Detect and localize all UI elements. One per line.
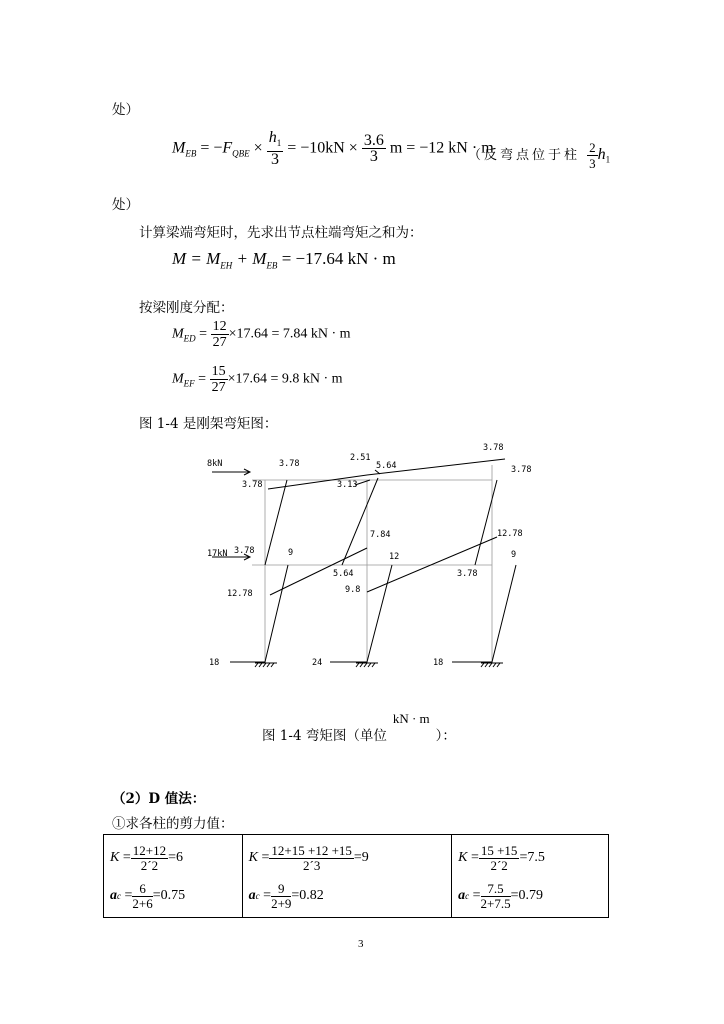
text-fig-intro: 图 1-4 是刚架弯矩图： (139, 416, 278, 432)
a-symbol: a (110, 888, 117, 903)
label-load-top: 8kN (207, 459, 223, 469)
a-row-col2: a c = $\frac{9}{2+9}$ =0.82 (248, 880, 324, 911)
label-1278-l: 12.78 (227, 589, 253, 599)
caption-unit: kN · m (392, 711, 430, 726)
k-frac-col2 (269, 844, 354, 873)
k-den-col1: 2´2 (140, 857, 159, 873)
eq4-lhs: M (172, 371, 184, 387)
label-378-d: 3.78 (457, 569, 478, 579)
moment-right-column-lower (452, 565, 516, 662)
k-num-col1: 12+12 (132, 842, 167, 858)
k-symbol: K (110, 850, 120, 865)
label-251: 2.51 (350, 453, 371, 463)
table-cell-col1 (104, 835, 243, 918)
label-98: 9.8 (345, 585, 361, 595)
eq3-den: 27 (212, 335, 227, 350)
equation-meb: $M_{EB} = -F_{QBE}$ × $\frac{h_1}{3}$ = −10kN × $\frac{3.6}{3}$ m = −12 kN · m (172, 129, 494, 169)
label-load-mid: 17kN (207, 549, 228, 559)
moment-mid-column-lower (330, 565, 392, 662)
a-val-col1: =0.75 (152, 888, 186, 903)
a-symbol: a (458, 888, 466, 903)
k-row-col3: K = $\frac{15 +15}{2´2}$ =7.5 (458, 842, 545, 873)
eq1-mid: = −10kN × (287, 139, 358, 157)
label-313: 3.13 (337, 480, 358, 490)
eq3-sub: ED (183, 333, 196, 344)
k-den-col2: 2´3 (302, 857, 321, 873)
a-symbol: a (248, 888, 256, 903)
a-sub: c (465, 891, 470, 901)
k-num-col3: 15 +15 (480, 842, 518, 858)
equation-med: $M_{ED}$ = $\frac{12}{27}$ ×17.64 = 7.84 kN · m (172, 319, 351, 350)
caption-text: 图 1-4 弯矩图（单位 (262, 728, 387, 744)
a-frac-col1 (132, 882, 152, 911)
caption-end: ）： (435, 728, 456, 744)
label-24: 24 (312, 658, 323, 668)
k-val-col2: =9 (353, 850, 369, 865)
table-cell-col2 (242, 835, 451, 918)
a-num-col3: 7.5 (481, 882, 511, 897)
a-row-col1: a c = $\frac{6}{2+6}$ =0.75 (110, 880, 186, 911)
eq1-f-sub: QBE (232, 148, 250, 159)
k-symbol: K (458, 850, 468, 865)
eq3-num: 12 (212, 319, 227, 334)
table-row (104, 835, 609, 918)
section-heading-d-value: （2）D 值法： (112, 791, 206, 807)
figure-caption (262, 711, 456, 744)
a-sub: c (255, 891, 260, 901)
step-shear-values: ①求各柱的剪力值： (112, 816, 234, 832)
label-378-a: 3.78 (279, 459, 300, 469)
text-calc-line: 计算梁端弯矩时，先求出节点柱端弯矩之和为： (139, 225, 423, 241)
eq1-frac2-num: 3.6 (363, 132, 384, 150)
k-symbol: K (248, 850, 258, 865)
k-num-col2: 12+15 +12 +15 (271, 842, 352, 858)
a-den-col2: 2+9 (271, 895, 292, 911)
eq4-den: 27 (211, 380, 226, 395)
eq1-note-text: （反弯点位于柱 (468, 148, 581, 163)
moment-left-column-upper (265, 480, 287, 565)
a-den-col3: 2+7.5 (480, 895, 511, 911)
eq1-f: F (222, 139, 233, 157)
a-num-col1: 6 (132, 882, 152, 897)
eq4-sub: EF (183, 378, 195, 389)
label-564-a: 5.64 (376, 461, 397, 471)
eq4-tail: ×17.64 = 9.8 kN · m (227, 371, 343, 387)
eq4-num: 15 (211, 364, 226, 379)
a-frac-col2 (271, 882, 291, 911)
text-distrib-line: 按梁刚度分配： (139, 300, 234, 316)
eq1-tail: m = −12 kN · m (389, 139, 494, 157)
k-row-col2: K = $\frac{12+15 +12 +15}{2´3}$ =9 (248, 842, 369, 873)
k-val-col1: =6 (168, 850, 183, 865)
label-378-b: 3.78 (242, 480, 263, 490)
eq2-sub1: EH (220, 260, 233, 271)
eq1-note-h-sub: 1 (605, 154, 611, 165)
k-frac-col3 (479, 844, 520, 873)
k-val-col3: =7.5 (519, 850, 545, 865)
label-12: 12 (389, 552, 400, 562)
a-num-col2: 9 (271, 882, 291, 897)
text-chu-1: 处） (112, 102, 139, 118)
label-18-a: 18 (209, 658, 220, 668)
eq3-tail: ×17.64 = 7.84 kN · m (228, 326, 351, 342)
a-val-col2: =0.82 (291, 888, 324, 903)
label-784: 7.84 (370, 530, 391, 540)
eq1-frac1-den: 3 (270, 151, 279, 169)
moment-left-column-lower (230, 565, 288, 662)
eq2-mid: + M (232, 249, 267, 268)
column-stiffness-table (103, 834, 609, 918)
moment-lines (230, 459, 516, 662)
a-den-col1: 2+6 (132, 895, 153, 911)
moment-mid-column-upper (342, 478, 378, 565)
label-378-c: 3.78 (234, 546, 255, 556)
k-frac-col1 (131, 844, 168, 873)
moment-beam-bc-lower (367, 537, 497, 592)
label-564-b: 5.64 (333, 569, 354, 579)
eq1-frac1-num-sub: 1 (276, 138, 282, 149)
label-378-r: 3.78 (511, 465, 532, 475)
label-9-b: 9 (511, 550, 517, 560)
eq3-lhs: M (172, 326, 184, 342)
a-sub: c (117, 891, 121, 901)
label-378-top: 3.78 (483, 443, 504, 453)
eq1-note-h: h (597, 146, 606, 163)
a-frac-col3 (481, 882, 511, 911)
eq1-lhs: M (172, 139, 186, 157)
frame-outline (252, 465, 492, 662)
eq1-frac1-num: h (268, 129, 277, 146)
page-number: 3 (358, 938, 364, 950)
k-row-col1: K = $\frac{12+12}{2´2}$ =6 (110, 842, 183, 873)
fixed-supports (255, 663, 503, 667)
a-row-col3: a c = $\frac{7.5}{2+7.5}$ =0.79 (458, 880, 543, 911)
eq1-note-frac-num: 2 (589, 140, 596, 155)
label-18-b: 18 (433, 658, 444, 668)
label-9-a: 9 (288, 548, 294, 558)
eq2-main: M = M (172, 249, 221, 268)
table-cell-col3 (452, 835, 609, 918)
eq2-tail: = −17.64 kN · m (277, 249, 396, 268)
eq1-frac2-den: 3 (369, 148, 378, 166)
moment-right-column-upper (475, 480, 497, 565)
a-val-col3: =0.79 (510, 888, 543, 903)
eq1-note-frac-den: 3 (589, 156, 596, 171)
text-chu-2: 处） (112, 197, 139, 213)
equation-mef: $M_{EF}$ = $\frac{15}{27}$ ×17.64 = 9.8 kN · m (172, 364, 343, 395)
eq2-sub2: EB (266, 260, 278, 271)
support-hatching (255, 663, 500, 667)
label-1278-r: 12.78 (497, 529, 523, 539)
k-den-col3: 2´2 (490, 857, 508, 873)
eq1-lhs-sub: EB (185, 148, 197, 159)
